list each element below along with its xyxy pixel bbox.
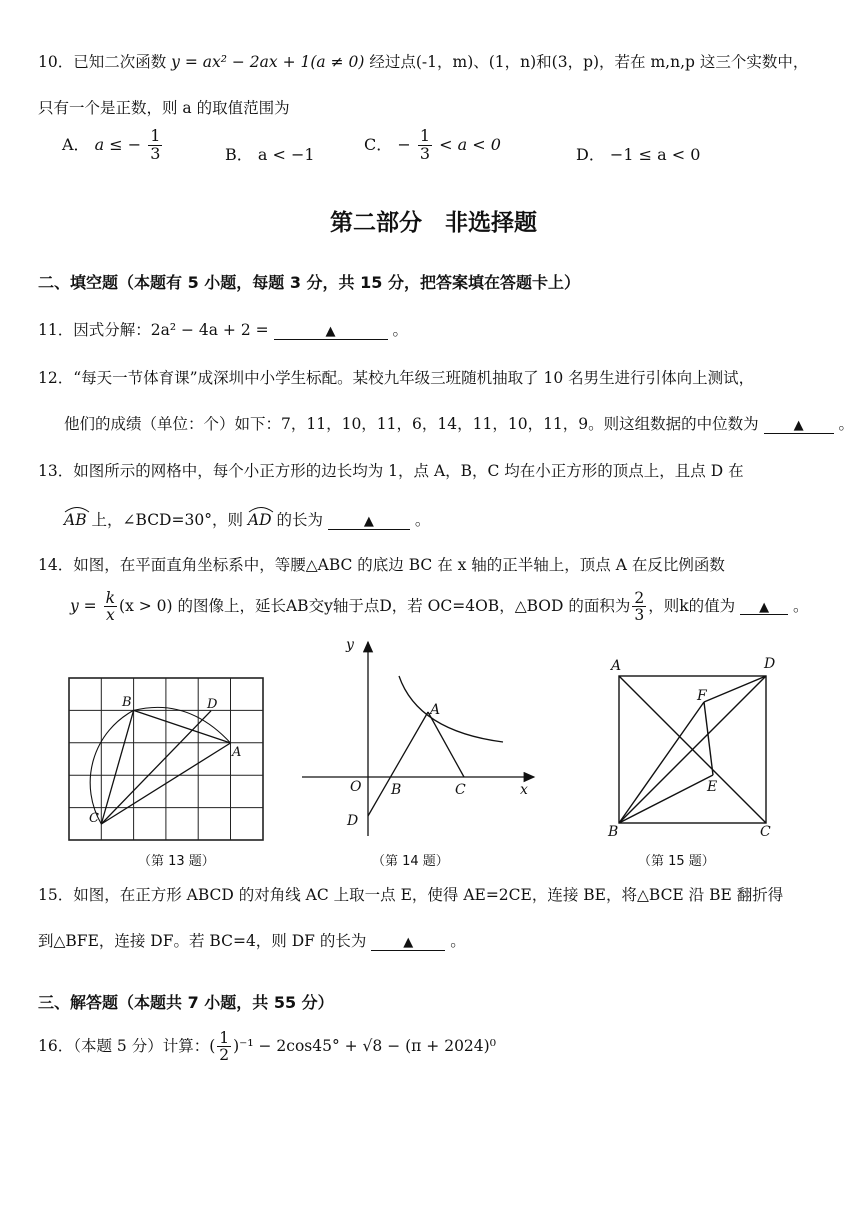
q14-end: 。 xyxy=(793,596,809,615)
q10-option-b: B． a < −1 xyxy=(225,145,315,164)
option-c-den: 3 xyxy=(419,143,431,163)
q14-k-over-x xyxy=(104,590,117,624)
segment-ad xyxy=(368,712,428,816)
q10-option-d: D． −1 ≤ a < 0 xyxy=(576,145,701,164)
fig15-label-b: B xyxy=(608,824,619,840)
fig14-label-o: O xyxy=(350,779,362,795)
fig14-label-d: D xyxy=(347,813,359,829)
q14-text-b: ，则k的值为 xyxy=(648,596,736,615)
answer-blank-14[interactable] xyxy=(740,599,788,616)
q10-line2: 只有一个是正数，则 a 的取值范围为 xyxy=(38,99,290,117)
fig14-label-b: B xyxy=(391,782,402,798)
option-c-label: C． xyxy=(364,134,393,154)
arc-ab xyxy=(64,511,92,529)
q10-intro: 10．已知二次函数 xyxy=(38,53,167,71)
fig14-label-c: C xyxy=(455,782,466,798)
segment-df xyxy=(704,676,766,702)
q10-option-a xyxy=(62,128,164,163)
q14-text-a: (x > 0) 的图像上，延长AB交y轴于点D，若 OC=4OB，△BOD 的面积为 xyxy=(119,596,631,615)
blank-triangle-icon: ▲ xyxy=(325,324,336,339)
q14-area-fraction xyxy=(632,590,646,624)
q11-end: 。 xyxy=(392,321,408,339)
q16-num: 1 xyxy=(219,1029,230,1047)
q14-line1: 14．如图，在平面直角坐标系中，等腰△ABC 的底边 BC 在 x 轴的正半轴上，顶点 A 在反比例函数 xyxy=(38,556,725,574)
blank-triangle-icon: ▲ xyxy=(363,514,374,529)
answer-blank-11[interactable] xyxy=(274,323,388,340)
q14-frac-num: 2 xyxy=(634,589,645,607)
arc-icon xyxy=(248,505,274,513)
option-c-fraction xyxy=(418,128,432,163)
blank-triangle-icon: ▲ xyxy=(759,599,770,615)
option-a-num: 1 xyxy=(150,126,161,145)
fig15-label-c: C xyxy=(760,824,771,840)
fig15-label-f: F xyxy=(697,688,707,704)
fig14-label-y: y xyxy=(346,637,354,653)
q15-end: 。 xyxy=(450,932,466,950)
section3-header: 三、解答题（本题共 7 小题，共 55 分） xyxy=(38,993,334,1012)
q15-text: 到△BFE，连接 DF。若 BC=4，则 DF 的长为 xyxy=(38,932,367,950)
q11-text: 11．因式分解：2a² − 4a + 2 = xyxy=(38,321,269,339)
segment-ac xyxy=(428,712,464,777)
q16-prefix: 16．（本题 5 分）计算：( xyxy=(38,1036,216,1055)
part2-title: 第二部分 非选择题 xyxy=(330,210,537,236)
answer-blank-15[interactable] xyxy=(371,934,445,951)
q14-line2 xyxy=(70,590,809,624)
segment-be xyxy=(619,775,713,823)
q14-x: x xyxy=(105,606,115,625)
q16-half-fraction xyxy=(217,1030,231,1064)
fig15-label-d: D xyxy=(764,656,776,672)
figure-13-caption: （第 13 题） xyxy=(138,854,215,869)
q16-den: 2 xyxy=(219,1046,230,1065)
q14-frac-den: 3 xyxy=(634,606,645,625)
fig13-label-a: A xyxy=(232,745,242,760)
q13-end-text: 的长为 xyxy=(276,511,323,529)
option-a-fraction xyxy=(148,128,162,163)
figure-15-square xyxy=(605,662,780,837)
q12-end: 。 xyxy=(838,415,855,433)
fig13-label-c: C xyxy=(89,811,99,826)
figure-14-caption: （第 14 题） xyxy=(372,854,449,869)
q15-line1: 15．如图，在正方形 ABCD 的对角线 AC 上取一点 E，使得 AE=2CE，连接 BE，将△BCE 沿 BE 翻折得 xyxy=(38,886,784,904)
q10-line1 xyxy=(38,50,808,72)
option-c-neg: − xyxy=(397,134,411,154)
option-a-label: A． xyxy=(62,134,90,154)
q13-mid: 上，∠BCD=30°，则 xyxy=(91,511,243,529)
q10-option-c xyxy=(364,128,501,163)
q10-points: 经过点(-1，m)、(1，n)和(3，p)，若在 m,n,p 这三个实数中， xyxy=(369,53,809,71)
q16 xyxy=(38,1030,496,1064)
option-c-num: 1 xyxy=(419,126,431,145)
fig15-label-a: A xyxy=(611,658,622,674)
q14-k: k xyxy=(105,589,116,607)
arc-ad xyxy=(248,511,277,529)
q10-formula: y = ax² − 2ax + 1(a ≠ 0) xyxy=(171,53,365,71)
segment-bf xyxy=(619,702,704,823)
q16-rest: )⁻¹ − 2cos45° + √8 − (π + 2024)⁰ xyxy=(233,1036,496,1055)
fig15-label-e: E xyxy=(707,779,718,795)
q11 xyxy=(38,318,408,340)
fig13-label-b: B xyxy=(122,695,132,710)
hyperbola-curve xyxy=(399,676,503,742)
option-c-rhs: < a < 0 xyxy=(439,134,501,154)
fig13-label-d: D xyxy=(207,697,218,712)
section2-header: 二、填空题（本题有 5 小题，每题 3 分，共 15 分，把答案填在答题卡上） xyxy=(38,273,580,292)
fig14-label-a: A xyxy=(430,702,441,718)
answer-blank-13[interactable] xyxy=(328,513,410,530)
option-a-den: 3 xyxy=(150,143,161,163)
figure-15-caption: （第 15 题） xyxy=(638,854,715,869)
q12-line2 xyxy=(64,412,854,434)
geometry-lines xyxy=(90,707,230,824)
blank-triangle-icon: ▲ xyxy=(793,418,804,433)
figure-14-coordinate xyxy=(298,636,543,846)
arc-icon xyxy=(64,505,90,513)
q13-end: 。 xyxy=(414,511,431,529)
q13-line2 xyxy=(64,508,430,530)
q14-y-eq: y = xyxy=(70,596,97,615)
q13-line1: 13．如图所示的网格中，每个小正方形的边长均为 1，点 A，B，C 均在小正方形的顶点上，且点 D 在 xyxy=(38,462,744,480)
fig14-label-x: x xyxy=(520,782,528,798)
q12-text: 他们的成绩（单位：个）如下：7，11，10，11，6，14，11，10，11，9。则这组数据的中位数为 xyxy=(64,415,759,433)
q15-line2 xyxy=(38,929,466,951)
segment-fe xyxy=(704,702,713,775)
arc-ab-label: AB xyxy=(64,511,87,529)
answer-blank-12[interactable] xyxy=(764,417,834,434)
option-a-lhs: a ≤ − xyxy=(94,134,142,154)
q12-line1: 12．“每天一节体育课”成深圳中小学生标配。某校九年级三班随机抽取了 10 名男生进行引体向上测试， xyxy=(38,369,755,387)
arc-ad-label: AD xyxy=(247,511,272,529)
blank-triangle-icon: ▲ xyxy=(403,935,414,950)
